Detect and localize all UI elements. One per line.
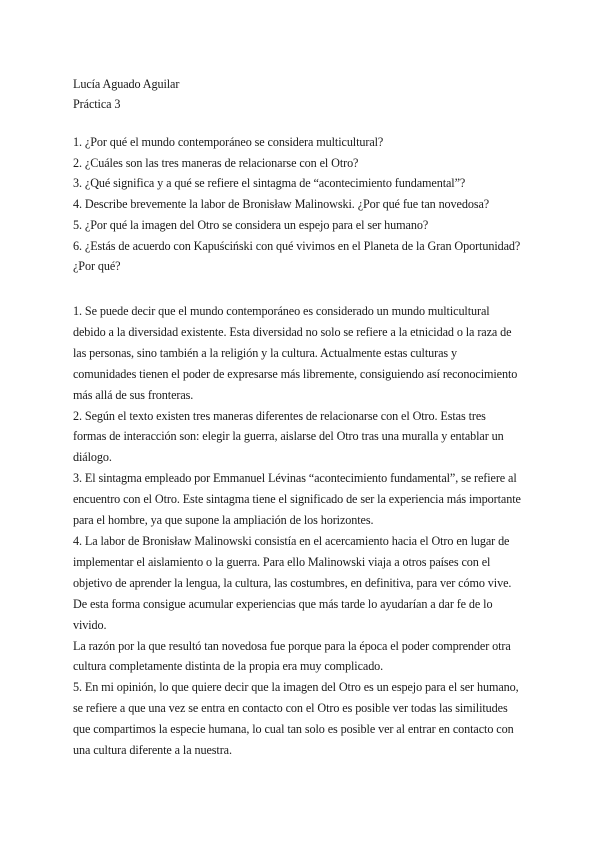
question-line: 5. ¿Por qué la imagen del Otro se considera un espejo para el ser humano?	[73, 217, 429, 232]
document-header	[73, 74, 533, 114]
answer-line: se refiere a que una vez se entra en contacto con el Otro es posible ver todas las similitudes	[73, 701, 508, 716]
answer-line: La razón por la que resultó tan novedosa fue porque para la época el poder comprender otra	[73, 638, 511, 653]
question-line: ¿Por qué?	[73, 259, 121, 274]
author-name: Lucía Aguado Aguilar	[73, 77, 180, 91]
answer-line: objetivo de aprender la lengua, la cultura, las costumbres, en definitiva, para ver cómo vive.	[73, 575, 512, 590]
answer-line: más allá de sus fronteras.	[73, 387, 194, 402]
answer-line: formas de interacción son: elegir la guerra, aislarse del Otro tras una muralla y entablar un	[73, 429, 504, 444]
answer-line: una cultura diferente a la nuestra.	[73, 743, 232, 758]
answer-line: 3. El sintagma empleado por Emmanuel Lévinas “acontecimiento fundamental”, se refiere al	[73, 471, 517, 486]
answer-line: 1. Se puede decir que el mundo contemporáneo es considerado un mundo multicultural	[73, 304, 490, 318]
answer-line: De esta forma consigue acumular experiencias que más tarde lo ayudarían a dar fe de lo	[73, 596, 493, 611]
answer-line: 2. Según el texto existen tres maneras diferentes de relacionarse con el Otro. Estas tres	[73, 408, 486, 423]
answer-line: 4. La labor de Bronisław Malinowski consistía en el acercamiento hacia el Otro en lugar de	[73, 533, 510, 548]
document-title: Práctica 3	[73, 97, 121, 111]
answer-line: 5. En mi opinión, lo que quiere decir que la imagen del Otro es un espejo para el ser humano,	[73, 680, 519, 695]
answer-line: para el hombre, ya que supone la ampliación de los horizontes.	[73, 513, 374, 528]
answer-line: diálogo.	[73, 450, 112, 465]
answer-line: debido a la diversidad existente. Esta diversidad no solo se refiere a la etnicidad o la raza de	[73, 324, 512, 339]
answer-line: comunidades tienen el poder de expresarse más libremente, consiguiendo así reconocimiento	[73, 366, 518, 381]
question-line: 1. ¿Por qué el mundo contemporáneo se considera multicultural?	[73, 135, 384, 149]
question-line: 3. ¿Qué significa y a qué se refiere el sintagma de “acontecimiento fundamental”?	[73, 176, 466, 191]
answer-line: encuentro con el Otro. Este sintagma tiene el significado de ser la experiencia más importante	[73, 492, 521, 507]
answer-line: vivido.	[73, 617, 107, 632]
questions-list	[73, 132, 533, 277]
question-line: 4. Describe brevemente la labor de Bronisław Malinowski. ¿Por qué fue tan novedosa?	[73, 197, 490, 212]
answer-line: implementar el aislamiento o la guerra. Para ello Malinowski viaja a otros países con el	[73, 554, 491, 569]
answers-body	[73, 301, 533, 761]
question-line: 6. ¿Estás de acuerdo con Kapuściński con qué vivimos en el Planeta de la Gran Oportunidad?	[73, 238, 521, 253]
answer-line: que compartimos la especie humana, lo cual tan solo es posible ver al entrar en contacto con	[73, 722, 514, 737]
question-line: 2. ¿Cuáles son las tres maneras de relacionarse con el Otro?	[73, 155, 359, 170]
answer-line: cultura completamente distinta de la propia era muy complicado.	[73, 659, 384, 674]
answer-line: las personas, sino también a la religión y la cultura. Actualmente estas culturas y	[73, 345, 457, 360]
